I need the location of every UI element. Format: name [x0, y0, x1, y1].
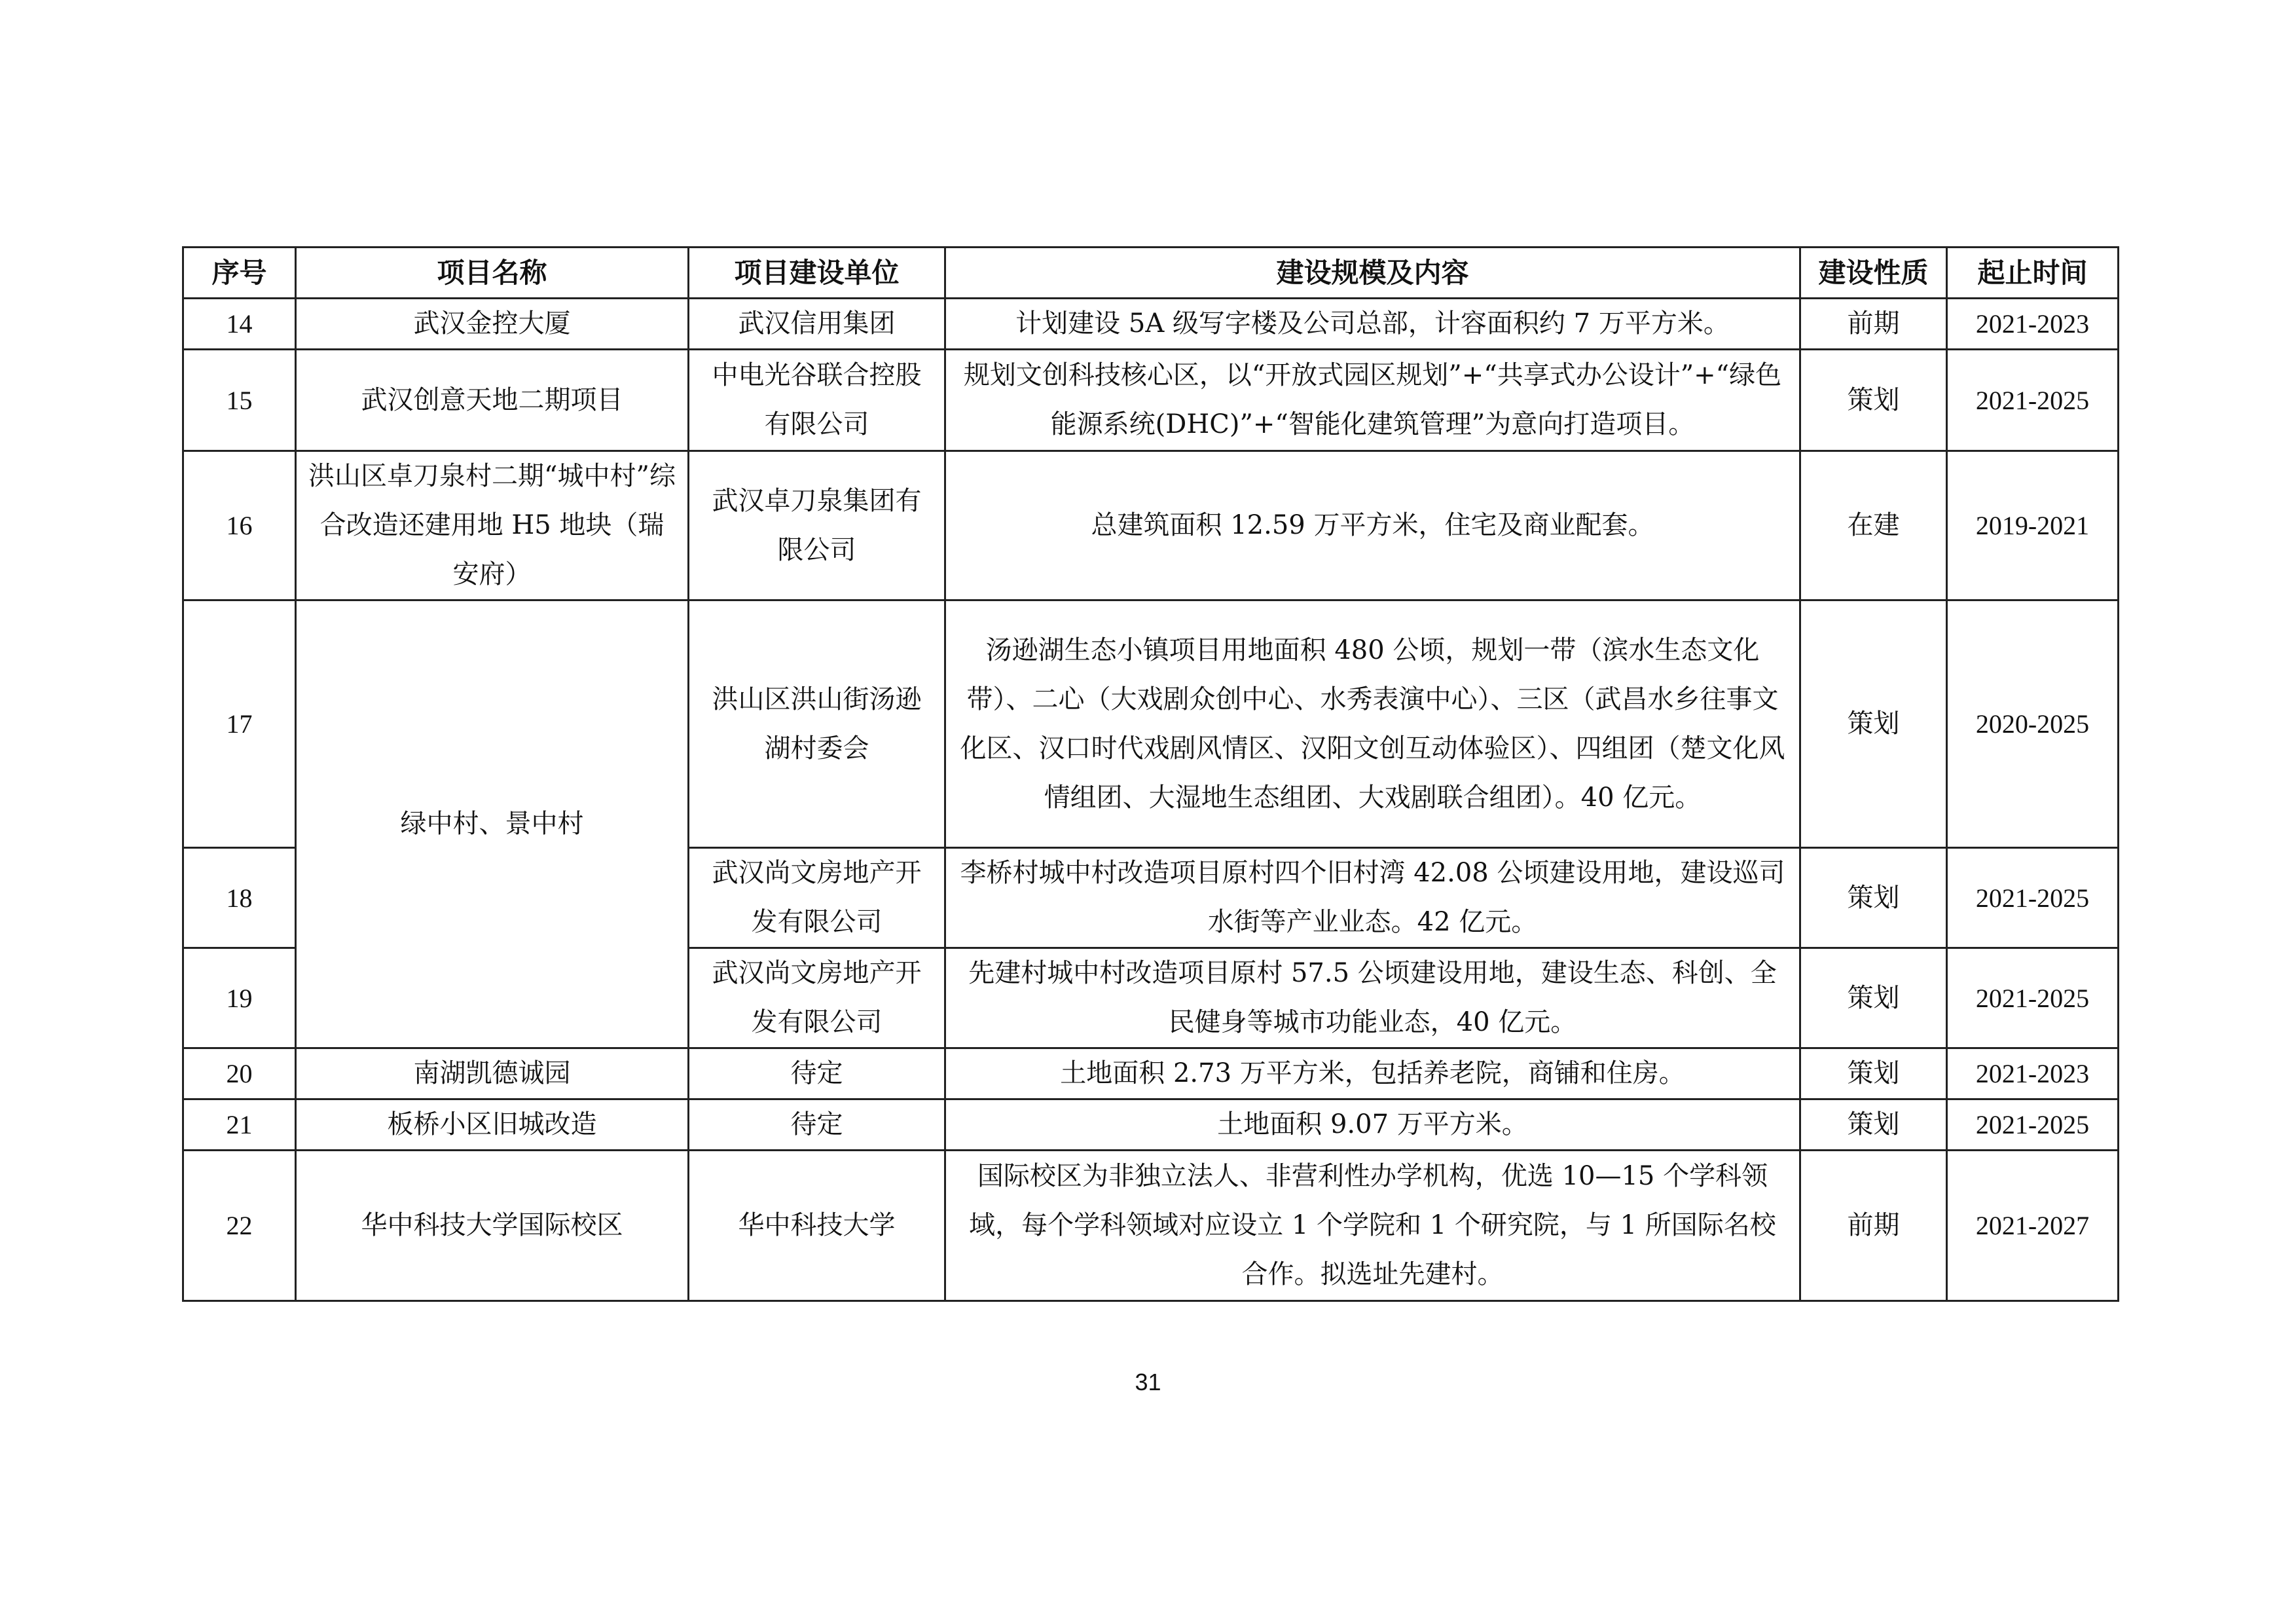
cell-period: 2021-2023: [1947, 299, 2119, 350]
cell-period: 2020-2025: [1947, 600, 2119, 848]
header-unit: 项目建设单位: [689, 248, 945, 299]
cell-unit: 武汉尚文房地产开发有限公司: [689, 948, 945, 1048]
table-row: [183, 1151, 2119, 1301]
cell-num: 18: [183, 848, 296, 948]
cell-content: 李桥村城中村改造项目原村四个旧村湾 42.08 公顷建设用地，建设巡司水街等产业业态。42 亿元。: [945, 848, 1800, 948]
header-content: 建设规模及内容: [945, 248, 1800, 299]
cell-name: 绿中村、景中村: [296, 600, 689, 1048]
cell-content: 土地面积 9.07 万平方米。: [945, 1099, 1800, 1151]
cell-period: 2021-2025: [1947, 1099, 2119, 1151]
cell-nature: 前期: [1800, 299, 1947, 350]
cell-period: 2021-2027: [1947, 1151, 2119, 1301]
cell-nature: 策划: [1800, 948, 1947, 1048]
cell-nature: 策划: [1800, 1048, 1947, 1099]
cell-period: 2021-2025: [1947, 848, 2119, 948]
cell-nature: 策划: [1800, 350, 1947, 451]
cell-unit: 武汉卓刀泉集团有限公司: [689, 451, 945, 600]
cell-unit: 武汉信用集团: [689, 299, 945, 350]
table-header-row: [183, 248, 2119, 299]
cell-content: 先建村城中村改造项目原村 57.5 公顷建设用地，建设生态、科创、全民健身等城市功能业态，40 亿元。: [945, 948, 1800, 1048]
cell-name: 华中科技大学国际校区: [296, 1151, 689, 1301]
cell-nature: 在建: [1800, 451, 1947, 600]
cell-content: 土地面积 2.73 万平方米，包括养老院，商铺和住房。: [945, 1048, 1800, 1099]
cell-nature: 策划: [1800, 848, 1947, 948]
table-row: [183, 451, 2119, 600]
table-row: [183, 299, 2119, 350]
cell-name: 南湖凯德诚园: [296, 1048, 689, 1099]
cell-unit: 武汉尚文房地产开发有限公司: [689, 848, 945, 948]
cell-period: 2021-2025: [1947, 948, 2119, 1048]
header-name: 项目名称: [296, 248, 689, 299]
cell-name: 武汉金控大厦: [296, 299, 689, 350]
table-row: [183, 600, 2119, 848]
cell-num: 14: [183, 299, 296, 350]
cell-unit: 华中科技大学: [689, 1151, 945, 1301]
project-table: [182, 246, 2119, 1302]
cell-nature: 策划: [1800, 1099, 1947, 1151]
cell-period: 2019-2021: [1947, 451, 2119, 600]
cell-name: 洪山区卓刀泉村二期“城中村”综合改造还建用地 H5 地块（瑞安府）: [296, 451, 689, 600]
cell-num: 22: [183, 1151, 296, 1301]
cell-nature: 策划: [1800, 600, 1947, 848]
cell-unit: 待定: [689, 1048, 945, 1099]
cell-unit: 中电光谷联合控股有限公司: [689, 350, 945, 451]
cell-num: 20: [183, 1048, 296, 1099]
cell-num: 19: [183, 948, 296, 1048]
page-number: 31: [1135, 1369, 1161, 1395]
cell-content: 国际校区为非独立法人、非营利性办学机构，优选 10—15 个学科领域，每个学科领域对应设立 1 个学院和 1 个研究院，与 1 所国际名校合作。拟选址先建村。: [945, 1151, 1800, 1301]
cell-unit: 待定: [689, 1099, 945, 1151]
cell-nature: 前期: [1800, 1151, 1947, 1301]
cell-content: 规划文创科技核心区，以“开放式园区规划”+“共享式办公设计”+“绿色能源系统(DHC)”+“智能化建筑管理”为意向打造项目。: [945, 350, 1800, 451]
table-row: [183, 350, 2119, 451]
header-nature: 建设性质: [1800, 248, 1947, 299]
cell-period: 2021-2023: [1947, 1048, 2119, 1099]
header-num: 序号: [183, 248, 296, 299]
cell-content: 汤逊湖生态小镇项目用地面积 480 公顷，规划一带（滨水生态文化带）、二心（大戏剧众创中心、水秀表演中心）、三区（武昌水乡往事文化区、汉口时代戏剧风情区、汉阳文创互动体验区）、四组团（楚文化风情组团、大湿地生态组团、大戏剧联合组团）。40 亿元。: [945, 600, 1800, 848]
cell-num: 16: [183, 451, 296, 600]
cell-num: 21: [183, 1099, 296, 1151]
cell-num: 15: [183, 350, 296, 451]
cell-content: 计划建设 5A 级写字楼及公司总部，计容面积约 7 万平方米。: [945, 299, 1800, 350]
table-row: [183, 1099, 2119, 1151]
cell-name: 武汉创意天地二期项目: [296, 350, 689, 451]
cell-content: 总建筑面积 12.59 万平方米，住宅及商业配套。: [945, 451, 1800, 600]
cell-name: 板桥小区旧城改造: [296, 1099, 689, 1151]
table-row: [183, 1048, 2119, 1099]
cell-period: 2021-2025: [1947, 350, 2119, 451]
cell-num: 17: [183, 600, 296, 848]
cell-unit: 洪山区洪山街汤逊湖村委会: [689, 600, 945, 848]
header-period: 起止时间: [1947, 248, 2119, 299]
